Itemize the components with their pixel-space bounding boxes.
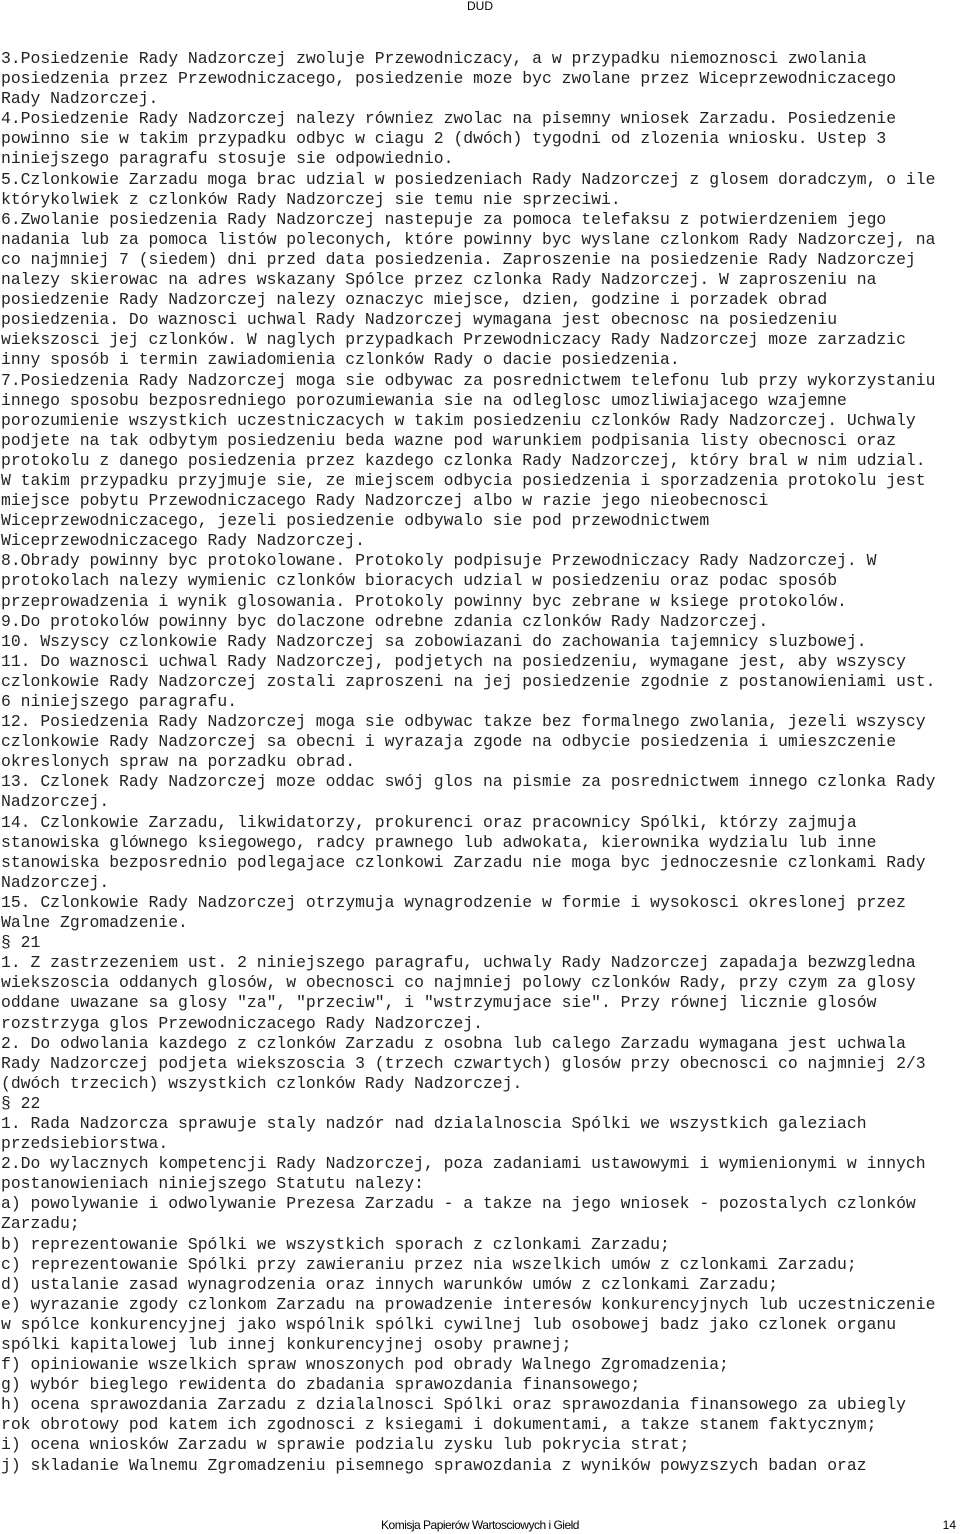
text-line: posiedzenie Rady Nadzorczej nalezy oznaczyc miejsce, dzien, godzine i porzadek obrad bbox=[1, 290, 828, 310]
text-line: 13. Czlonek Rady Nadzorczej moze oddac swój glos na pismie za posrednictwem innego czlonka Rady bbox=[1, 772, 936, 792]
text-line: posiedzenia. Do waznosci uchwal Rady Nadzorczej wymagana jest obecnosc na posiedzeniu bbox=[1, 310, 838, 330]
text-line: okreslonych spraw na porzadku obrad. bbox=[1, 752, 356, 772]
text-line: nalezy skierowac na adres wskazany Spólce przez czlonka Rady Nadzorczej. W zaproszeniu na bbox=[1, 270, 877, 290]
text-line: W takim przypadku przyjmuje sie, ze miejscem odbycia posiedzenia i sporzadzenia protokolu jest bbox=[1, 470, 926, 490]
text-line: co najmniej 7 (siedem) dni przed data posiedzenia. Zaproszenie na posiedzenie Rady Nadzorczej bbox=[1, 249, 916, 269]
text-line: wiekszoscia oddanych glosów, w obecnosci co najmniej polowy czlonków Rady, przy czym za glosy bbox=[1, 973, 916, 993]
text-line: oddane uwazane sa glosy "za", "przeciw", i "wstrzymujace sie". Przy równej licznie glosów bbox=[1, 993, 877, 1013]
text-line: 6 niniejszego paragrafu. bbox=[1, 692, 238, 711]
text-line: a) powolywanie i odwolywanie Prezesa Zarzadu - a takze na jego wniosek - pozostalych czlonków bbox=[1, 1194, 916, 1214]
text-line: 4.Posiedzenie Rady Nadzorczej nalezy równiez zwolac na pisemny wniosek Zarzadu. Posiedzenie bbox=[1, 109, 897, 129]
text-line: i) ocena wniosków Zarzadu w sprawie podzialu zysku lub pokrycia strat; bbox=[1, 1435, 690, 1455]
text-line: 15. Czlonkowie Rady Nadzorczej otrzymuja wynagrodzenie w formie i wysokosci okreslonej przez bbox=[1, 892, 906, 912]
text-line: Rady Nadzorczej podjeta wiekszoscia 3 (trzech czwartych) glosów przy obecnosci co najmniej 2/3 bbox=[1, 1053, 926, 1073]
text-line: czlonkowie Rady Nadzorczej sa obecni i wyrazaja zgode na odbycie posiedzenia i umieszczenie bbox=[1, 732, 897, 752]
text-line: j) skladanie Walnemu Zgromadzeniu pisemnego sprawozdania z wyników powyzszych badan oraz bbox=[1, 1455, 867, 1475]
text-line: innego sposobu bezposredniego porozumiewania sie na odleglosc umozliwiajacego wzajemne bbox=[1, 390, 847, 410]
text-line: rozstrzyga glos Przewodniczacego Rady Nadzorczej. bbox=[1, 1013, 483, 1033]
text-line: Nadzorczej. bbox=[1, 872, 110, 892]
text-line: protokolach nalezy wymienic czlonków bioracych udzial w posiedzeniu oraz podac sposób bbox=[1, 571, 838, 591]
text-line: podjete na tak odbytym posiedzeniu beda wazne pod warunkiem podpisania listy obecnosci oraz bbox=[1, 430, 897, 450]
text-line: 9.Do protokolów powinny byc dolaczone odrebne zdania czlonków Rady Nadzorczej. bbox=[1, 611, 769, 631]
text-line: Wiceprzewodniczacego, jezeli posiedzenie odbywalo sie pod przewodnictwem bbox=[1, 511, 710, 531]
text-line: stanowiska bezposrednio podlegajace czlonkowi Zarzadu nie moga byc jednoczesnie czlonkami Rady bbox=[1, 852, 926, 872]
text-line: porozumienie wszystkich uczestniczacych w takim posiedzeniu czlonków Rady Nadzorczej. Uchwaly bbox=[1, 410, 916, 430]
text-line: f) opiniowanie wszelkich spraw wnoszonych pod obrady Walnego Zgromadzenia; bbox=[1, 1355, 729, 1375]
text-line: Zarzadu; bbox=[1, 1214, 80, 1234]
page-header: DUD bbox=[467, 0, 493, 13]
text-line: inny sposób i termin zawiadomienia czlonków Rady o dacie posiedzenia. bbox=[1, 350, 680, 370]
text-line: posiedzenia przez Przewodniczacego, posiedzenie moze byc zwolane przez Wiceprzewodniczacego bbox=[1, 69, 897, 89]
text-line: c) reprezentowanie Spólki przy zawieraniu przez nia wszelkich umów z czlonkami Zarzadu; bbox=[1, 1254, 857, 1274]
text-line: którykolwiek z czlonków Rady Nadzorczej sie temu nie sprzeciwi. bbox=[1, 189, 621, 209]
text-line: protokolu z danego posiedzenia przez kazdego czlonka Rady Nadzorczej, który bral w nim udzial. bbox=[1, 450, 926, 470]
text-line: 5.Czlonkowie Zarzadu moga brac udzial w posiedzeniach Rady Nadzorczej z glosem doradczym, o ile bbox=[1, 169, 936, 189]
text-line: 8.Obrady powinny byc protokolowane. Protokoly podpisuje Przewodniczacy Rady Nadzorczej. W bbox=[1, 551, 877, 571]
text-line: e) wyrazanie zgody czlonkom Zarzadu na prowadzenie interesów konkurencyjnych lub uczestniczenie bbox=[1, 1294, 936, 1314]
text-line: b) reprezentowanie Spólki we wszystkich sporach z czlonkami Zarzadu; bbox=[1, 1234, 670, 1254]
text-line: 12. Posiedzenia Rady Nadzorczej moga sie odbywac takze bez formalnego zwolania, jezeli wszyscy bbox=[1, 712, 926, 732]
text-line: 2.Do wylacznych kompetencji Rady Nadzorczej, poza zadaniami ustawowymi i wymienionymi w innych bbox=[1, 1154, 926, 1174]
text-line: 1. Rada Nadzorcza sprawuje staly nadzór nad dzialalnoscia Spólki we wszystkich galeziach bbox=[1, 1113, 867, 1133]
text-line: 10. Wszyscy czlonkowie Rady Nadzorczej sa zobowiazani do zachowania tajemnicy sluzbowej. bbox=[1, 631, 867, 651]
text-line: § 22 bbox=[1, 1093, 41, 1113]
page-number: 14 bbox=[942, 1518, 956, 1532]
text-line: Rady Nadzorczej. bbox=[1, 89, 159, 109]
text-line: nadania lub za pomoca listów poleconych, które powinny byc wyslane czlonkom Rady Nadzorczej, na bbox=[1, 229, 936, 249]
text-line: Wiceprzewodniczacego Rady Nadzorczej. bbox=[1, 531, 365, 551]
text-line: Nadzorczej. bbox=[1, 792, 110, 812]
text-line: rok obrotowy pod katem ich zgodnosci z ksiegami i dokumentami, a takze stanem faktycznym; bbox=[1, 1415, 877, 1435]
footer-source: Komisja Papierów Wartosciowych i Gield bbox=[381, 1518, 579, 1532]
text-line: 3.Posiedzenie Rady Nadzorczej zwoluje Przewodniczacy, a w przypadku niemoznosci zwolania bbox=[1, 49, 867, 68]
text-line: postanowieniach niniejszego Statutu nalezy: bbox=[1, 1174, 424, 1194]
document-body bbox=[1, 49, 935, 1476]
text-line: 6.Zwolanie posiedzenia Rady Nadzorczej nastepuje za pomoca telefaksu z potwierdzeniem jego bbox=[1, 209, 887, 229]
text-line: czlonkowie Rady Nadzorczej zostali zaproszeni na jej posiedzenie zgodnie z postanowieniami ust. bbox=[1, 671, 936, 691]
text-line: stanowiska glównego ksiegowego, radcy prawnego lub adwokata, kierownika wydzialu lub inne bbox=[1, 832, 877, 852]
text-line: spólki kapitalowej lub innej konkurencyjnej osoby prawnej; bbox=[1, 1335, 572, 1354]
text-line: wiekszosci jej czlonków. W naglych przypadkach Przewodniczacy Rady Nadzorczej moze zarzadzic bbox=[1, 330, 906, 350]
text-line: Walne Zgromadzenie. bbox=[1, 913, 188, 933]
text-line: przedsiebiorstwa. bbox=[1, 1134, 169, 1154]
text-line: 1. Z zastrzezeniem ust. 2 niniejszego paragrafu, uchwaly Rady Nadzorczej zapadaja bezwzgledna bbox=[1, 953, 916, 973]
text-line: niniejszego paragrafu stosuje sie odpowiednio. bbox=[1, 149, 454, 169]
text-line: przeprowadzenia i wynik glosowania. Protokoly powinny byc zebrane w ksiege protokolów. bbox=[1, 591, 847, 611]
text-line: g) wybór bieglego rewidenta do zbadania sprawozdania finansowego; bbox=[1, 1375, 641, 1395]
text-line: 7.Posiedzenia Rady Nadzorczej moga sie odbywac za posrednictwem telefonu lub przy wykorzystaniu bbox=[1, 370, 936, 390]
text-line: (dwóch trzecich) wszystkich czlonków Rady Nadzorczej. bbox=[1, 1073, 523, 1093]
text-line: 14. Czlonkowie Zarzadu, likwidatorzy, prokurenci oraz pracownicy Spólki, którzy zajmuja bbox=[1, 812, 857, 832]
text-line: 11. Do waznosci uchwal Rady Nadzorczej, podjetych na posiedzeniu, wymagane jest, aby wszyscy bbox=[1, 651, 906, 671]
text-line: w spólce konkurencyjnej jako wspólnik spólki cywilnej lub osobowej badz jako czlonek organu bbox=[1, 1314, 897, 1334]
text-line: § 21 bbox=[1, 933, 41, 953]
text-line: 2. Do odwolania kazdego z czlonków Zarzadu z osobna lub calego Zarzadu wymagana jest uchwala bbox=[1, 1033, 906, 1053]
text-line: h) ocena sprawozdania Zarzadu z dzialalnosci Spólki oraz sprawozdania finansowego za ubiegly bbox=[1, 1395, 906, 1415]
text-line: d) ustalanie zasad wynagrodzenia oraz innych warunków umów z czlonkami Zarzadu; bbox=[1, 1274, 779, 1294]
text-line: miejsce pobytu Przewodniczacego Rady Nadzorczej albo w razie jego nieobecnosci bbox=[1, 491, 769, 511]
text-line: powinno sie w takim przypadku odbyc w ciagu 2 (dwóch) tygodni od zlozenia wniosku. Ustep 3 bbox=[1, 129, 887, 149]
